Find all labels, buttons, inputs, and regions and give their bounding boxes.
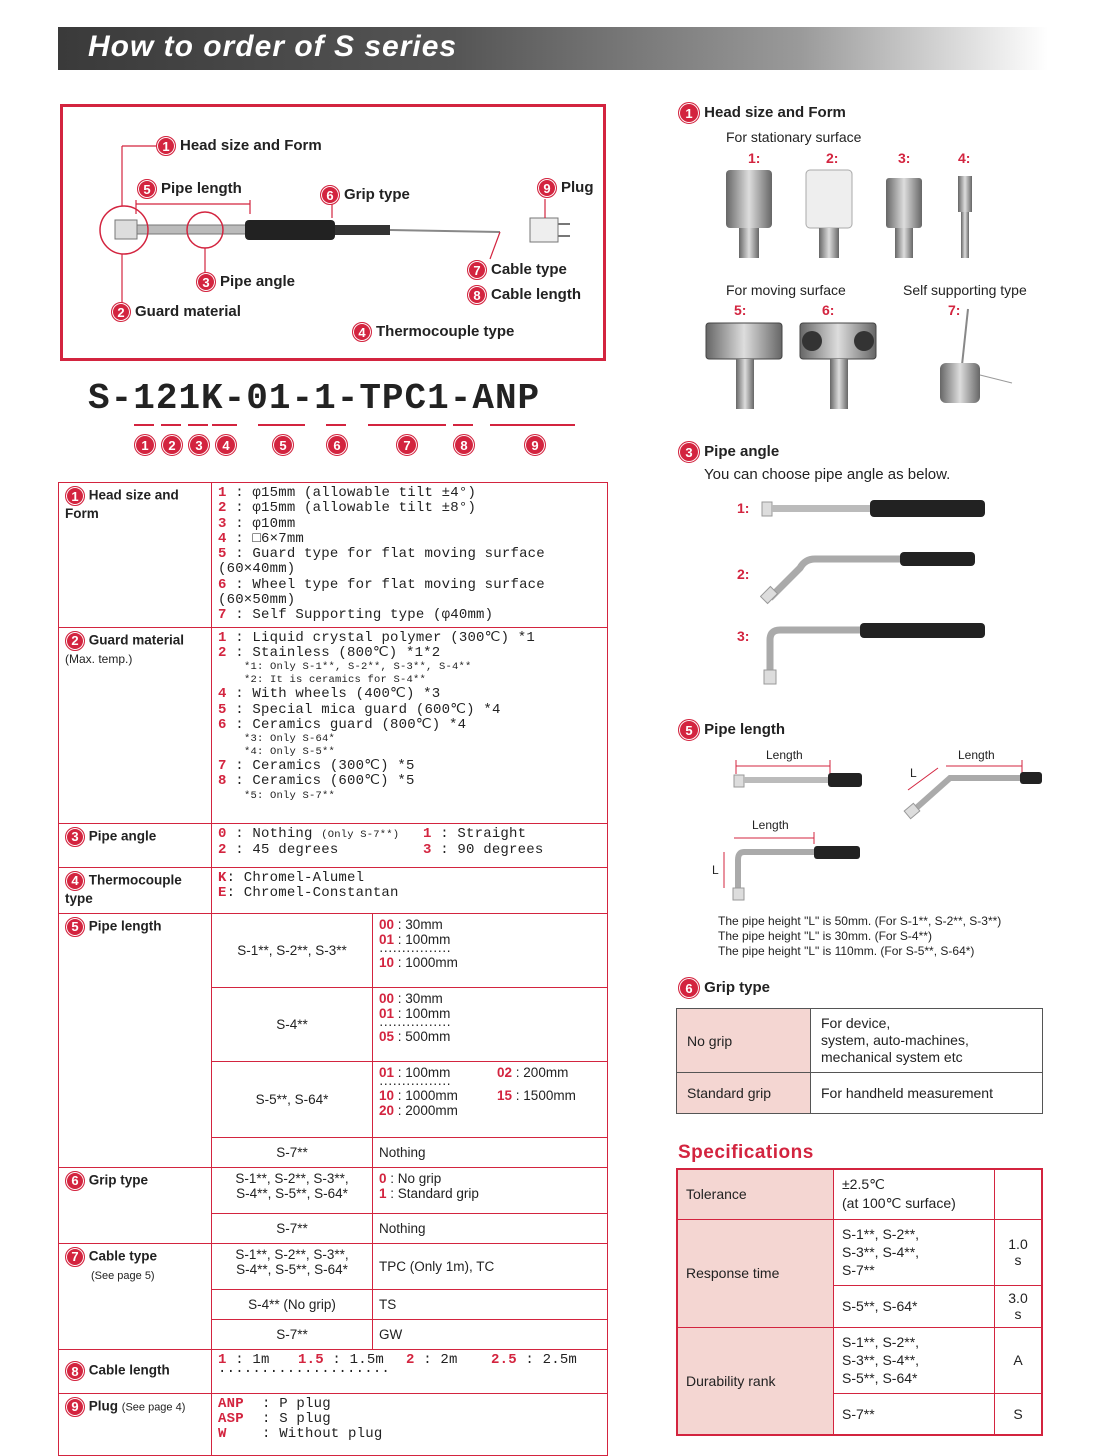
head-n7: 7: (948, 302, 961, 318)
pipe-angle-photos (760, 490, 990, 690)
label-pipe-angle: 3 Pipe angle (196, 272, 295, 292)
right-head-title: 1 Head size and Form (678, 102, 846, 124)
label-head: 1 Head size and Form (156, 136, 322, 156)
pipe-length-diagrams (700, 760, 1050, 905)
moving-heads-photo (700, 305, 1020, 413)
code-num-2: 2 (161, 434, 183, 456)
row-pipe-3: S-5**, S-64* 01 : 100mm 02 : 200mm ················ 10 : 1000mm 15 : 1500mm 20 : 2000mm (59, 1061, 608, 1137)
row-cable-length: 8 Cable length 1 : 1m 1.5 : 1.5m 2 : 2m 2.5 : 2.5m ···················· (59, 1349, 608, 1393)
row-angle: 3 Pipe angle 0 : Nothing (Only S-7**) 1 : Straight 2 : 45 degrees 3 : 90 degrees (59, 823, 608, 867)
probe-cable (390, 230, 500, 232)
order-spec-table (58, 482, 608, 1456)
right-angle-title: 3 Pipe angle (678, 441, 779, 463)
moving-label: For moving surface (726, 282, 846, 298)
order-code: S-121K-01-1-TPC1-ANP (88, 378, 541, 419)
label-plug: 9 Plug (537, 178, 594, 198)
row-grip-1: 6 Grip type S-1**, S-2**, S-3**, S-4**, S-5**, S-64* 0 : No grip 1 : Standard grip (59, 1167, 608, 1213)
plen-label-1: Length (766, 748, 803, 762)
plen-label-2: Length (958, 748, 995, 762)
row-pipe-2: S-4** 00 : 30mm 01 : 100mm ················ 05 : 500mm (59, 987, 608, 1061)
plen-label-3: Length (752, 818, 789, 832)
row-thermo: 4 Thermocouple type K: Chromel-Alumel E: Chromel-Constantan (59, 867, 608, 913)
grip-standard: Standard grip (677, 1073, 811, 1114)
plen-notes: The pipe height "L" is 50mm. (For S-1**, S-2**, S-3**) The pipe height "L" is 30mm. (For S-4**) The pipe height "L" is 110mm. (For S-5**, S-64*) (718, 914, 1002, 958)
angle-n1: 1: (737, 500, 750, 516)
stationary-label: For stationary surface (726, 129, 862, 145)
self-label: Self supporting type (903, 282, 1027, 298)
code-num-3: 3 (188, 434, 210, 456)
spec-title: Specifications (678, 1142, 814, 1163)
code-num-5: 5 (272, 434, 294, 456)
probe-head (115, 220, 137, 239)
head-n2: 2: (826, 150, 839, 166)
stationary-heads-photo (720, 168, 990, 260)
grip-table: No grip For device, system, auto-machines, mechanical system etc Standard grip For handheld measurement (676, 1008, 1043, 1114)
head-n1: 1: (748, 150, 761, 166)
page-title: How to order of S series (88, 30, 458, 63)
row-cable-3: S-7** GW (59, 1319, 608, 1349)
angle-n3: 3: (737, 628, 750, 644)
label-thermocouple: 4 Thermocouple type (352, 322, 514, 342)
row-cable-1: 7 Cable type (See page 5) S-1**, S-2**, S-3**, S-4**, S-5**, S-64* TPC (Only 1m), TC (59, 1243, 608, 1289)
label-cable-type: 7 Cable type (467, 260, 567, 280)
code-num-8: 8 (453, 434, 475, 456)
head-n4: 4: (958, 150, 971, 166)
head-n3: 3: (898, 150, 911, 166)
angle-desc: You can choose pipe angle as below. (704, 466, 951, 483)
head-n5: 5: (734, 302, 747, 318)
row-pipe-1: 5 Pipe length S-1**, S-2**, S-3** 00 : 30mm 01 : 100mm ················ 10 : 1000mm (59, 913, 608, 987)
right-grip-title: 6 Grip type (678, 977, 770, 999)
code-num-6: 6 (326, 434, 348, 456)
probe-grip (245, 220, 335, 240)
head-n6: 6: (822, 302, 835, 318)
code-num-4: 4 (215, 434, 237, 456)
probe-plug (530, 218, 558, 242)
row-plug: 9 Plug (See page 4) ANP : P plug ASP : S plug W : Without plug (59, 1393, 608, 1455)
code-num-7: 7 (396, 434, 418, 456)
label-guard: 2 Guard material (111, 302, 241, 322)
plen-l-1: L (910, 766, 917, 780)
row-pipe-4: S-7** Nothing (59, 1137, 608, 1167)
row-grip-2: S-7** Nothing (59, 1213, 608, 1243)
plen-l-2: L (712, 863, 719, 877)
code-num-1: 1 (134, 434, 156, 456)
label-pipe-length: 5 Pipe length (137, 179, 242, 199)
label-grip: 6 Grip type (320, 185, 410, 205)
row-cable-2: S-4** (No grip) TS (59, 1289, 608, 1319)
row-head: 1 Head size and Form 1 : φ15mm (allowable tilt ±4°) 2 : φ15mm (allowable tilt ±8°) 3 : φ10mm 4 : □6×7mm 5 : Guard type for flat moving surface (60×40mm) 6 : Wheel type for flat moving surface (60×50mm) 7 : Self Supporting type (φ40mm) (59, 483, 608, 628)
code-num-9: 9 (524, 434, 546, 456)
angle-n2: 2: (737, 566, 750, 582)
probe-illustration (60, 104, 606, 361)
right-plen-title: 5 Pipe length (678, 719, 785, 741)
label-cable-length: 8 Cable length (467, 285, 581, 305)
row-guard: 2 Guard material (Max. temp.) 1 : Liquid crystal polymer (300℃) *1 2 : Stainless (800℃) *1*2 *1: Only S-1**, S-2**, S-3**, S-4** *2: It is ceramics for S-4** 4 : With wheels (400℃) *3 5 : Special mica guard (600℃) *4 6 : Ceramics guard (800℃) *4 *3: Only S-64* *4: Only S-5** 7 : Ceramics (300℃) *5 8 : Ceramics (600℃) *5 *5: Only S-7** (59, 627, 608, 823)
specifications-table: Tolerance ±2.5℃ (at 100℃ surface) Response time S-1**, S-2**, S-3**, S-4**, S-7** 1.0 s S-5**, S-64* 3.0 s Durability rank S-1**, S-2**, S-3**, S-4**, S-5**, S-64* A S-7** S (676, 1168, 1043, 1436)
grip-no-grip: No grip (677, 1009, 811, 1073)
